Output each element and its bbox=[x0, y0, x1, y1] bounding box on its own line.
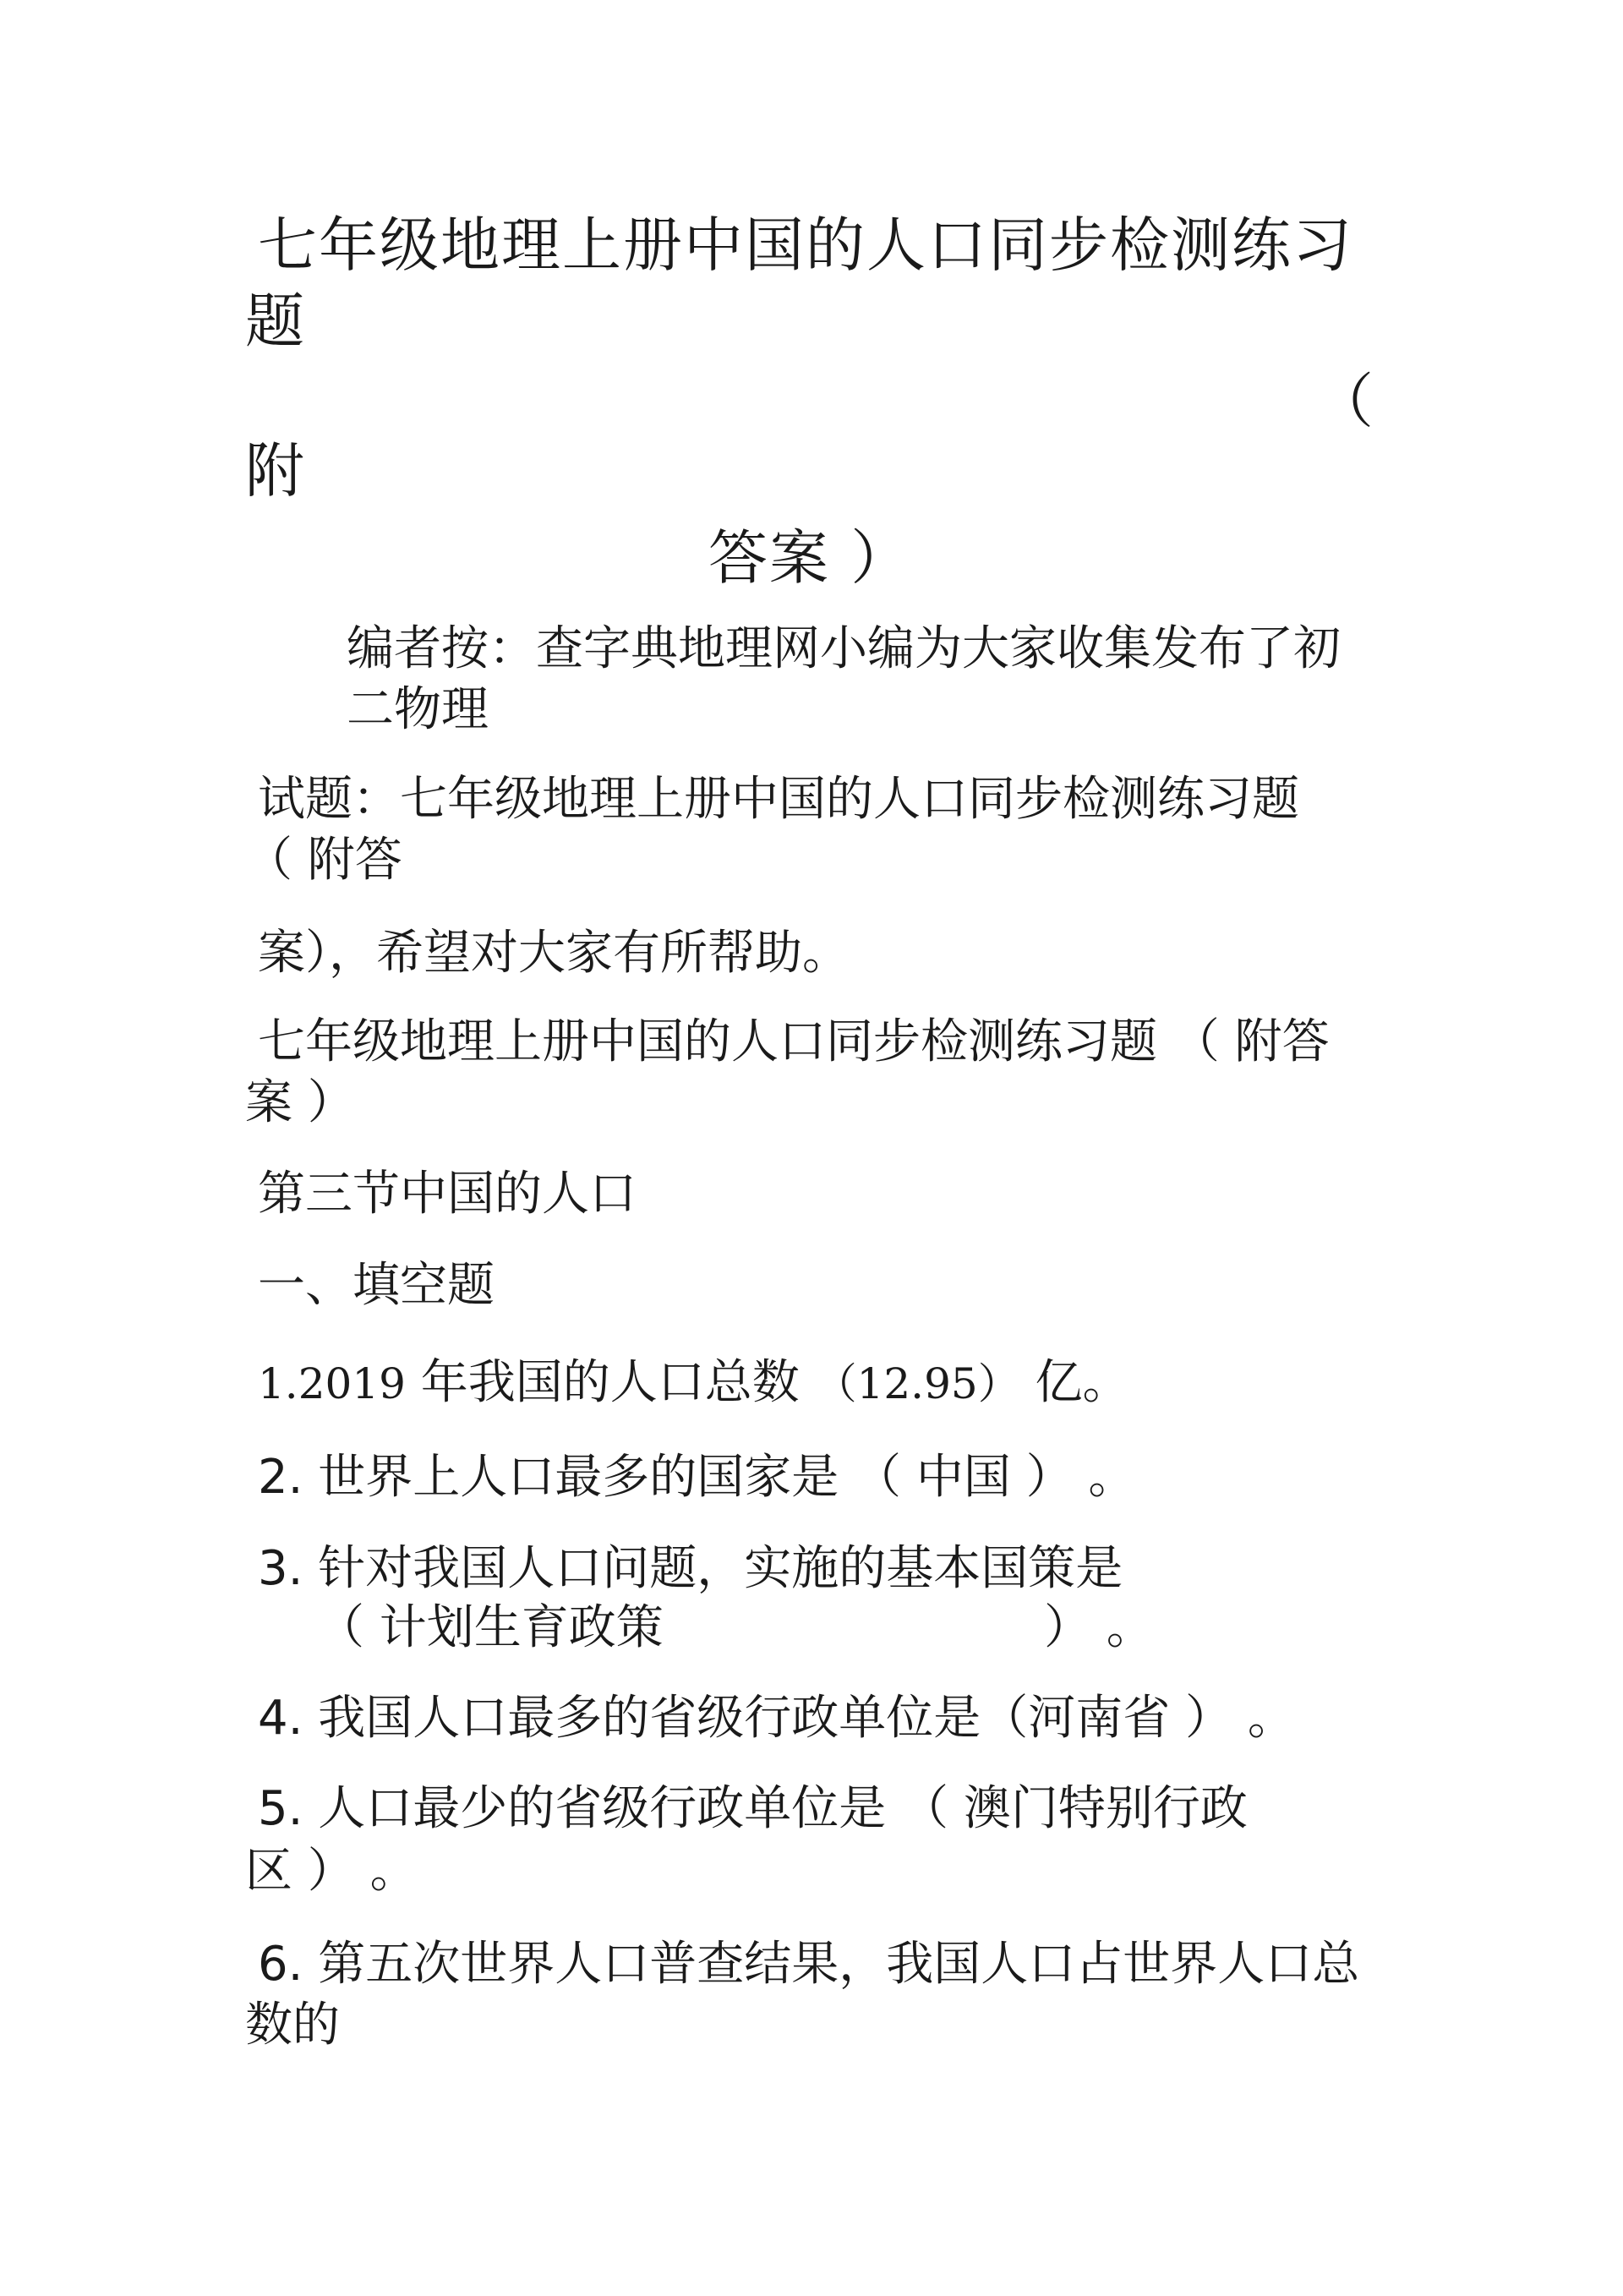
question-1-text: 年我国的人口总数 bbox=[405, 1355, 815, 1410]
intro-line-2: （ 附答 bbox=[245, 833, 402, 888]
question-2: 2. 世界上人口最多的国家是 （ 中国 ） 。 bbox=[258, 1450, 1136, 1505]
repeat-title-line-2: 案 ） bbox=[245, 1075, 355, 1130]
question-1-number: 1.2019 bbox=[258, 1359, 406, 1408]
title-line-2: 题 bbox=[245, 287, 306, 356]
intro-line-3: 案），希望对大家有所帮助。 bbox=[258, 926, 850, 981]
intro-line-1: 试题：七年级地理上册中国的人口同步检测练习题 bbox=[258, 772, 1299, 827]
repeat-title-line-1: 七年级地理上册中国的人口同步检测练习题 （ 附答 bbox=[258, 1014, 1330, 1069]
question-1 bbox=[258, 1355, 1130, 1410]
editor-note-line-1: 编者按：查字典地理网小编为大家收集发布了初 bbox=[347, 621, 1341, 676]
editor-note-line-2: 二物理 bbox=[347, 682, 489, 737]
title-paren-open: （ bbox=[1314, 367, 1375, 436]
question-1-suffix: 亿。 bbox=[1019, 1355, 1130, 1410]
question-3-answer-open: （ 计划生育政策 bbox=[317, 1600, 664, 1655]
question-6-line-1: 6. 第五次世界人口普查结果，我国人口占世界人口总 bbox=[258, 1937, 1360, 1992]
section-heading: 第三节中国的人口 bbox=[258, 1167, 637, 1222]
part-heading: 一、填空题 bbox=[258, 1258, 495, 1313]
question-5-line-2: 区 ） 。 bbox=[245, 1844, 418, 1899]
question-3-answer-close: ） 。 bbox=[1044, 1600, 1154, 1655]
question-3-line-1: 3. 针对我国人口问题，实施的基本国策是 bbox=[258, 1541, 1123, 1596]
question-5-line-1: 5. 人口最少的省级行政单位是 （ 澳门特别行政 bbox=[258, 1781, 1248, 1836]
title-line-1: 七年级地理上册中国的人口同步检测练习 bbox=[258, 210, 1353, 280]
question-6-line-2: 数的 bbox=[245, 1998, 340, 2053]
question-1-answer: （12.95） bbox=[814, 1359, 1020, 1408]
question-4: 4. 我国人口最多的省级行政单位是（河南省 ） 。 bbox=[258, 1691, 1295, 1746]
title-line-4: 答案 ） bbox=[708, 523, 912, 593]
title-line-3: 附 bbox=[245, 436, 306, 506]
